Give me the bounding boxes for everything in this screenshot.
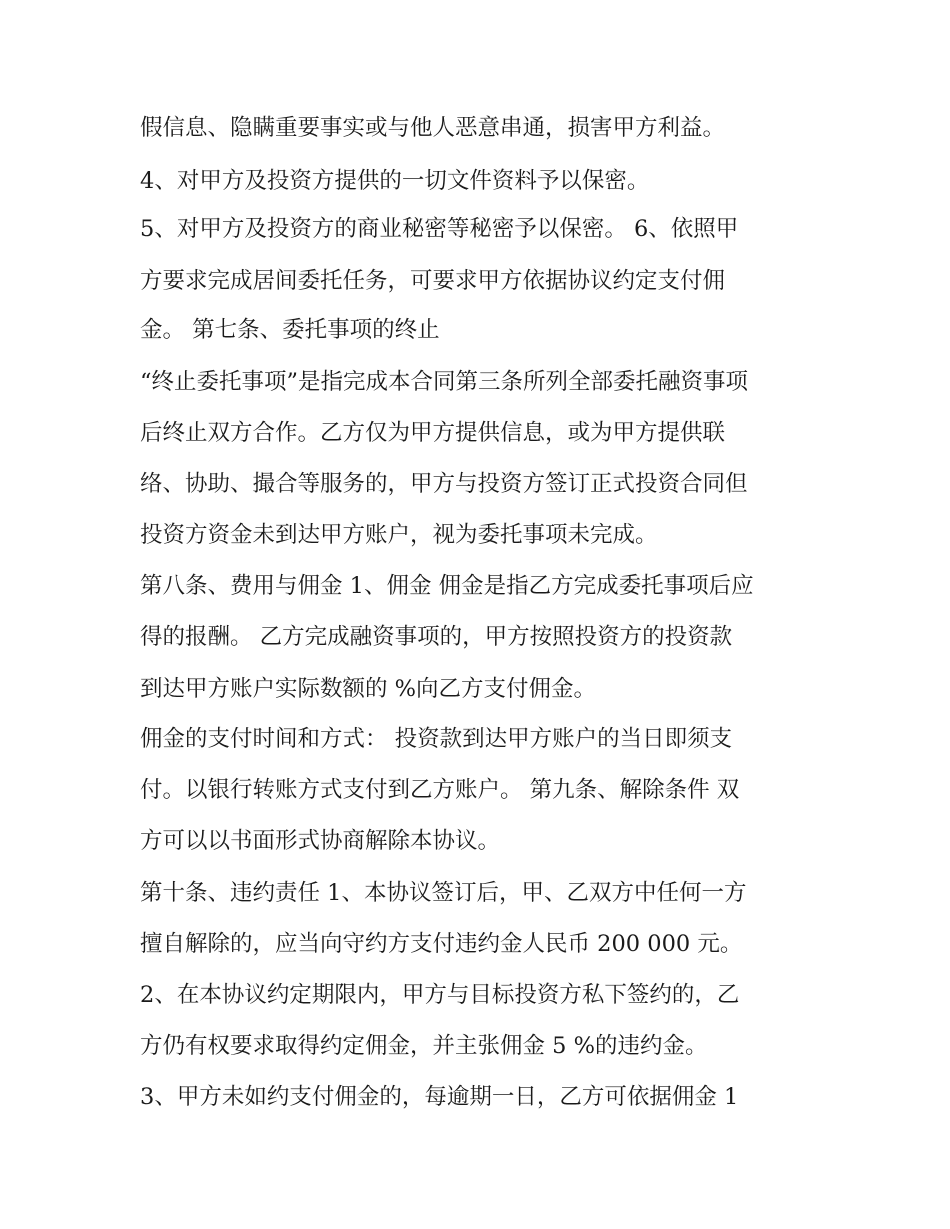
text-line: 第八条、费用与佣金 1、佣金 佣金是指乙方完成委托事项后应	[140, 573, 754, 599]
text-line: 佣金的支付时间和方式： 投资款到达甲方账户的当日即须支	[140, 726, 733, 752]
text-line: 方仍有权要求取得约定佣金，并主张佣金 5 %的违约金。	[140, 1033, 708, 1059]
text-line: “终止委托事项”是指完成本合同第三条所列全部委托融资事项	[140, 369, 749, 395]
text-line: 到达甲方账户实际数额的 %向乙方支付佣金。	[140, 676, 597, 702]
text-line: 假信息、隐瞒重要事实或与他人恶意串通，损害甲方利益。	[140, 115, 726, 141]
text-line: 得的报酬。 乙方完成融资事项的，甲方按照投资方的投资款	[140, 624, 733, 650]
text-line: 方要求完成居间委托任务，可要求甲方依据协议约定支付佣	[140, 268, 726, 294]
text-line: 金。 第七条、委托事项的终止	[140, 317, 440, 343]
text-line: 络、协助、撮合等服务的，甲方与投资方签订正式投资合同但	[140, 471, 748, 497]
text-line: 5、对甲方及投资方的商业秘密等秘密予以保密。 6、依照甲	[140, 216, 739, 242]
text-line: 2、在本协议约定期限内，甲方与目标投资方私下签约的，乙	[140, 982, 740, 1008]
text-line: 付。以银行转账方式支付到乙方账户。 第九条、解除条件 双	[140, 777, 740, 803]
text-line: 第十条、违约责任 1、本协议签订后，甲、乙双方中任何一方	[140, 880, 747, 906]
text-line: 3、甲方未如约支付佣金的，每逾期一日，乙方可依据佣金 1	[140, 1084, 739, 1110]
text-line: 方可以以书面形式协商解除本协议。	[140, 828, 501, 854]
text-line: 后终止双方合作。乙方仅为甲方提供信息，或为甲方提供联	[140, 420, 726, 446]
text-line: 投资方资金未到达甲方账户，视为委托事项未完成。	[140, 522, 658, 548]
text-line: 4、对甲方及投资方提供的一切文件资料予以保密。	[140, 168, 650, 194]
text-line: 擅自解除的，应当向守约方支付违约金人民币 200 000 元。	[140, 931, 743, 957]
